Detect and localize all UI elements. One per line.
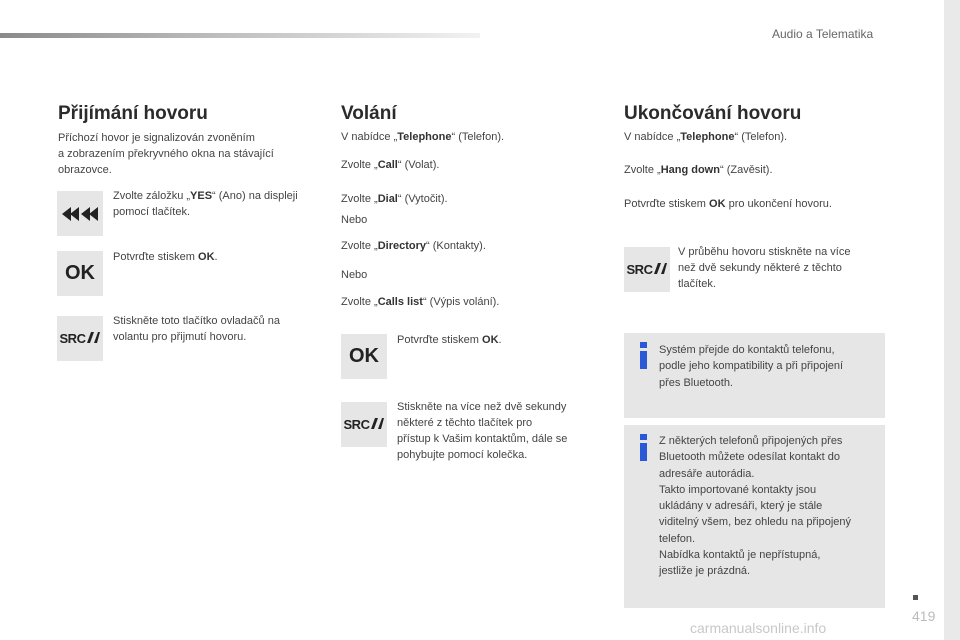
src-icon — [60, 331, 101, 346]
src-button-icon-box — [57, 316, 103, 361]
text: ukládány v adresáři, který je stále — [659, 500, 823, 513]
info-icon — [640, 342, 647, 348]
text: než dvě sekundy některé z těchto — [678, 262, 842, 274]
text: Bluetooth můžete odesílat kontakt do — [659, 451, 841, 464]
intro-line: a zobrazením překryvného okna na stávající — [58, 148, 274, 160]
key-ok: OK — [482, 334, 499, 346]
key-ok: OK — [709, 198, 726, 210]
text: Potvrďte stiskem — [113, 251, 199, 263]
ok-button-icon-box — [57, 251, 103, 296]
calling-confirm-ok — [397, 332, 597, 348]
page-edge-strip — [944, 0, 960, 640]
ending-menu-line — [624, 129, 787, 145]
info-icon — [640, 351, 647, 369]
text: . — [214, 251, 218, 263]
double-left-arrows-icon — [62, 207, 98, 221]
info-text — [659, 342, 843, 391]
ending-press-src — [678, 244, 883, 292]
text: “ (Kontakty). — [425, 240, 486, 252]
text: Stiskněte na více než dvě sekundy — [397, 401, 567, 413]
text: Zvolte „ — [341, 240, 378, 252]
text: některé z těchto tlačítek pro — [397, 417, 533, 429]
text: telefon. — [659, 532, 696, 545]
arrows-icon-box — [57, 191, 103, 236]
src-label: SRC — [626, 262, 653, 277]
info-box-contacts — [624, 333, 885, 418]
src-icon — [627, 262, 668, 277]
step-select-yes — [113, 188, 323, 220]
page-number: 419 — [912, 608, 936, 624]
calling-or-1: Nebo — [341, 214, 368, 226]
text: pomocí tlačítek. — [113, 206, 191, 218]
text: adresáře autorádia. — [659, 467, 755, 480]
src-label: SRC — [59, 331, 86, 346]
key-calls-list: Calls list — [377, 296, 423, 308]
text: jestliže je prázdná. — [659, 565, 751, 578]
text: “ (Volat). — [397, 159, 440, 171]
key-call: Call — [377, 159, 398, 171]
key-telephone: Telephone — [680, 131, 735, 143]
src-label: SRC — [343, 417, 370, 432]
text: “ (Ano) na displeji — [212, 190, 298, 202]
text: . — [498, 334, 502, 346]
ok-icon: OK — [65, 262, 95, 284]
text: Z některých telefonů připojených přes — [659, 435, 843, 447]
text: Zvolte „ — [341, 159, 378, 171]
text: tlačítek. — [678, 278, 716, 290]
heading-ending-call: Ukončování hovoru — [624, 103, 802, 124]
text: Takto importované kontakty jsou — [659, 483, 817, 496]
ok-button-icon-box — [341, 334, 387, 379]
text: V nabídce „ — [341, 131, 398, 143]
text: “ (Zavěsit). — [719, 164, 773, 176]
text: Potvrďte stiskem — [624, 198, 710, 210]
text: Zvolte záložku „ — [113, 190, 191, 202]
heading-calling: Volání — [341, 103, 397, 124]
watermark: carmanualsonline.info — [690, 620, 827, 636]
heading-receiving-call: Přijímání hovoru — [58, 103, 208, 124]
key-telephone: Telephone — [397, 131, 452, 143]
text: V nabídce „ — [624, 131, 681, 143]
page-marker — [913, 595, 918, 600]
key-yes: YES — [190, 190, 213, 202]
info-icon — [640, 434, 647, 440]
src-icon — [344, 417, 385, 432]
key-ok: OK — [198, 251, 215, 263]
src-button-icon-box — [624, 247, 670, 292]
text: Zvolte „ — [624, 164, 661, 176]
key-hang-down: Hang down — [660, 164, 720, 176]
text: Potvrďte stiskem — [397, 334, 483, 346]
text: Systém přejde do kontaktů telefonu, — [659, 344, 835, 356]
text: “ (Výpis volání). — [422, 296, 500, 308]
calling-menu-line — [341, 129, 504, 145]
info-text — [659, 433, 851, 580]
calling-select-call — [341, 157, 439, 173]
ok-icon: OK — [349, 345, 379, 367]
step-press-src — [113, 313, 323, 345]
text: pohybujte pomocí kolečka. — [397, 449, 528, 461]
text: Zvolte „ — [341, 296, 378, 308]
steering-control-icon — [370, 417, 384, 430]
key-directory: Directory — [377, 240, 426, 252]
text: Stiskněte toto tlačítko ovladačů na — [113, 315, 280, 327]
section-header-title: Audio a Telematika — [772, 27, 874, 41]
calling-select-dial — [341, 191, 448, 207]
info-box-bluetooth — [624, 425, 885, 608]
text: volantu pro přijmutí hovoru. — [113, 331, 247, 343]
ending-select-hang-down — [624, 162, 773, 178]
key-dial: Dial — [377, 193, 398, 205]
intro-line: obrazovce. — [58, 164, 112, 176]
text: viditelný všem, bez ohledu na připojený — [659, 516, 852, 529]
text: přístup k Vašim kontaktům, dále se — [397, 433, 568, 445]
header-gradient-bar — [0, 33, 480, 38]
receiving-intro — [58, 130, 308, 178]
calling-select-calls-list — [341, 294, 499, 310]
src-button-icon-box — [341, 402, 387, 447]
steering-control-icon — [653, 262, 667, 275]
calling-press-src — [397, 399, 602, 463]
intro-line: Příchozí hovor je signalizován zvoněním — [58, 132, 255, 144]
info-icon — [640, 443, 647, 461]
steering-control-icon — [86, 331, 100, 344]
text: podle jeho kompatibility a při připojení — [659, 360, 844, 373]
calling-or-2: Nebo — [341, 269, 368, 281]
text: “ (Telefon). — [451, 131, 505, 143]
text: V průběhu hovoru stiskněte na více — [678, 246, 851, 258]
text: pro ukončení hovoru. — [725, 198, 832, 210]
text: Zvolte „ — [341, 193, 378, 205]
ending-confirm-ok — [624, 196, 832, 212]
text: přes Bluetooth. — [659, 376, 733, 389]
text: “ (Vytočit). — [397, 193, 448, 205]
calling-select-directory — [341, 238, 486, 254]
text: Nabídka kontaktů je nepřístupná, — [659, 549, 821, 562]
step-confirm-ok — [113, 249, 313, 265]
text: “ (Telefon). — [734, 131, 788, 143]
